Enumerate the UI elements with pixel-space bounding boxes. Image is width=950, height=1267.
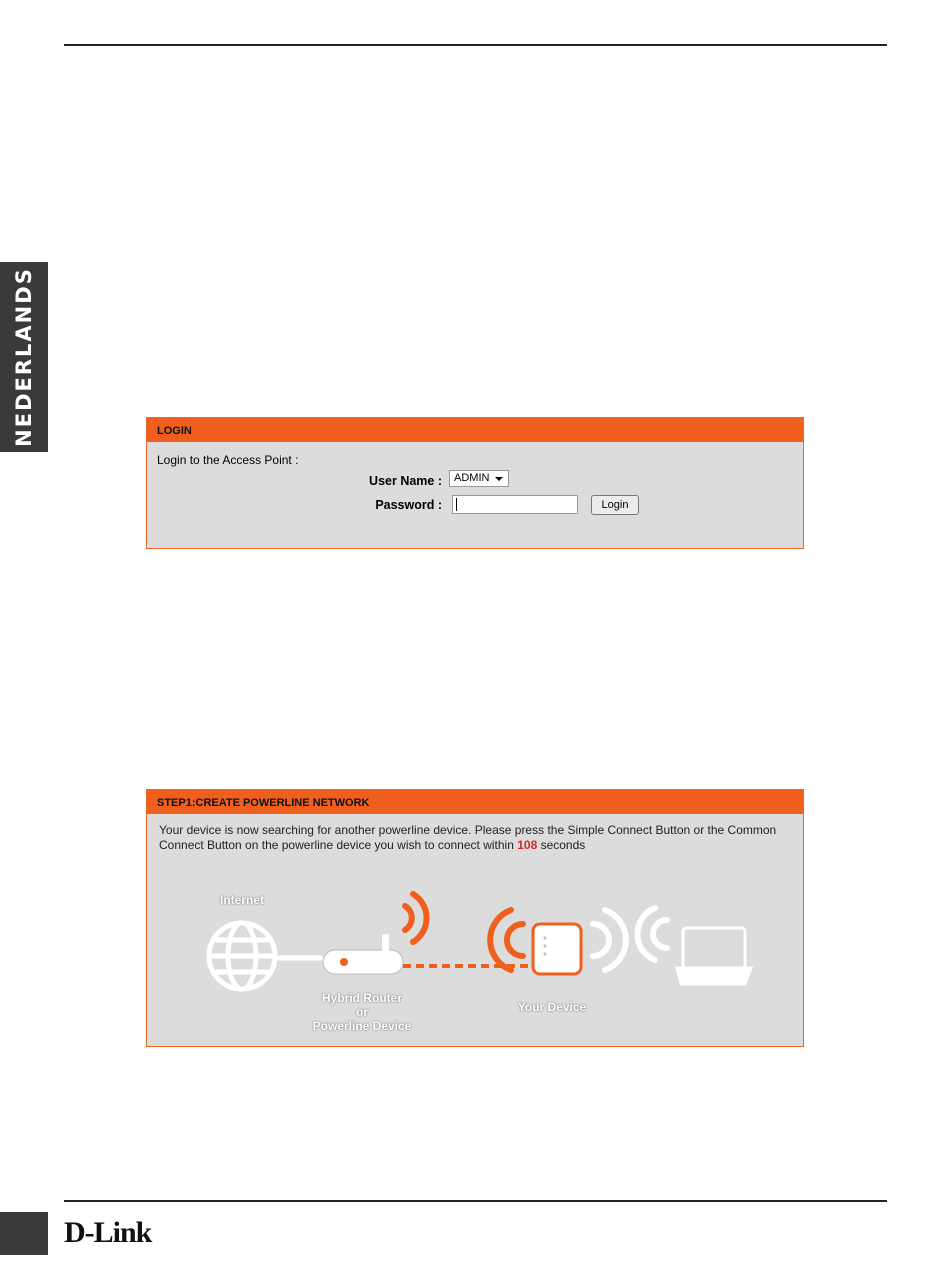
powerline-diagram [147,790,803,1046]
laptop-icon [677,928,751,984]
dlink-logo: D-Link [64,1216,152,1249]
step1-panel [146,789,804,1047]
login-panel [146,417,804,549]
your-device-caption: Your Device [517,1000,587,1014]
username-select[interactable] [449,470,509,487]
laptop-wifi-icon [637,908,667,960]
login-panel-header: LOGIN [147,418,803,442]
globe-icon [209,923,275,989]
top-rule [64,44,887,46]
language-tab [0,262,48,452]
page-corner-block [0,1212,48,1255]
step1-text-after: seconds [537,838,586,852]
router-caption-line2: or [356,1005,368,1019]
login-button[interactable]: Login [591,495,639,515]
step1-panel-header: STEP1:CREATE POWERLINE NETWORK [147,790,803,814]
language-tab-label: NEDERLANDS [12,267,37,447]
username-select-value: ADMIN [454,472,490,484]
powerline-adapter-icon [533,924,581,974]
text-caret [456,498,457,511]
chevron-down-icon [495,477,503,481]
router-icon [323,934,403,974]
device-wifi-right-icon [593,910,626,970]
internet-caption: Internet [219,893,264,907]
router-caption-line1: Hybrid Router [321,991,402,1005]
device-wifi-left-icon [490,910,523,970]
username-label: User Name : [369,474,442,488]
bottom-rule [64,1200,887,1202]
countdown-seconds: 108 [517,838,538,852]
router-caption-line3: Powerline Device [312,1019,412,1033]
password-label: Password : [375,498,442,512]
login-intro-text: Login to the Access Point : [157,453,299,467]
password-input[interactable] [452,495,578,514]
router-wifi-icon [405,894,427,942]
step1-text-before: Your device is now searching for another powerline device. Please press the Simple Connect Button or the Common Connect Button on the powerline device you wish to connect within [159,823,777,852]
